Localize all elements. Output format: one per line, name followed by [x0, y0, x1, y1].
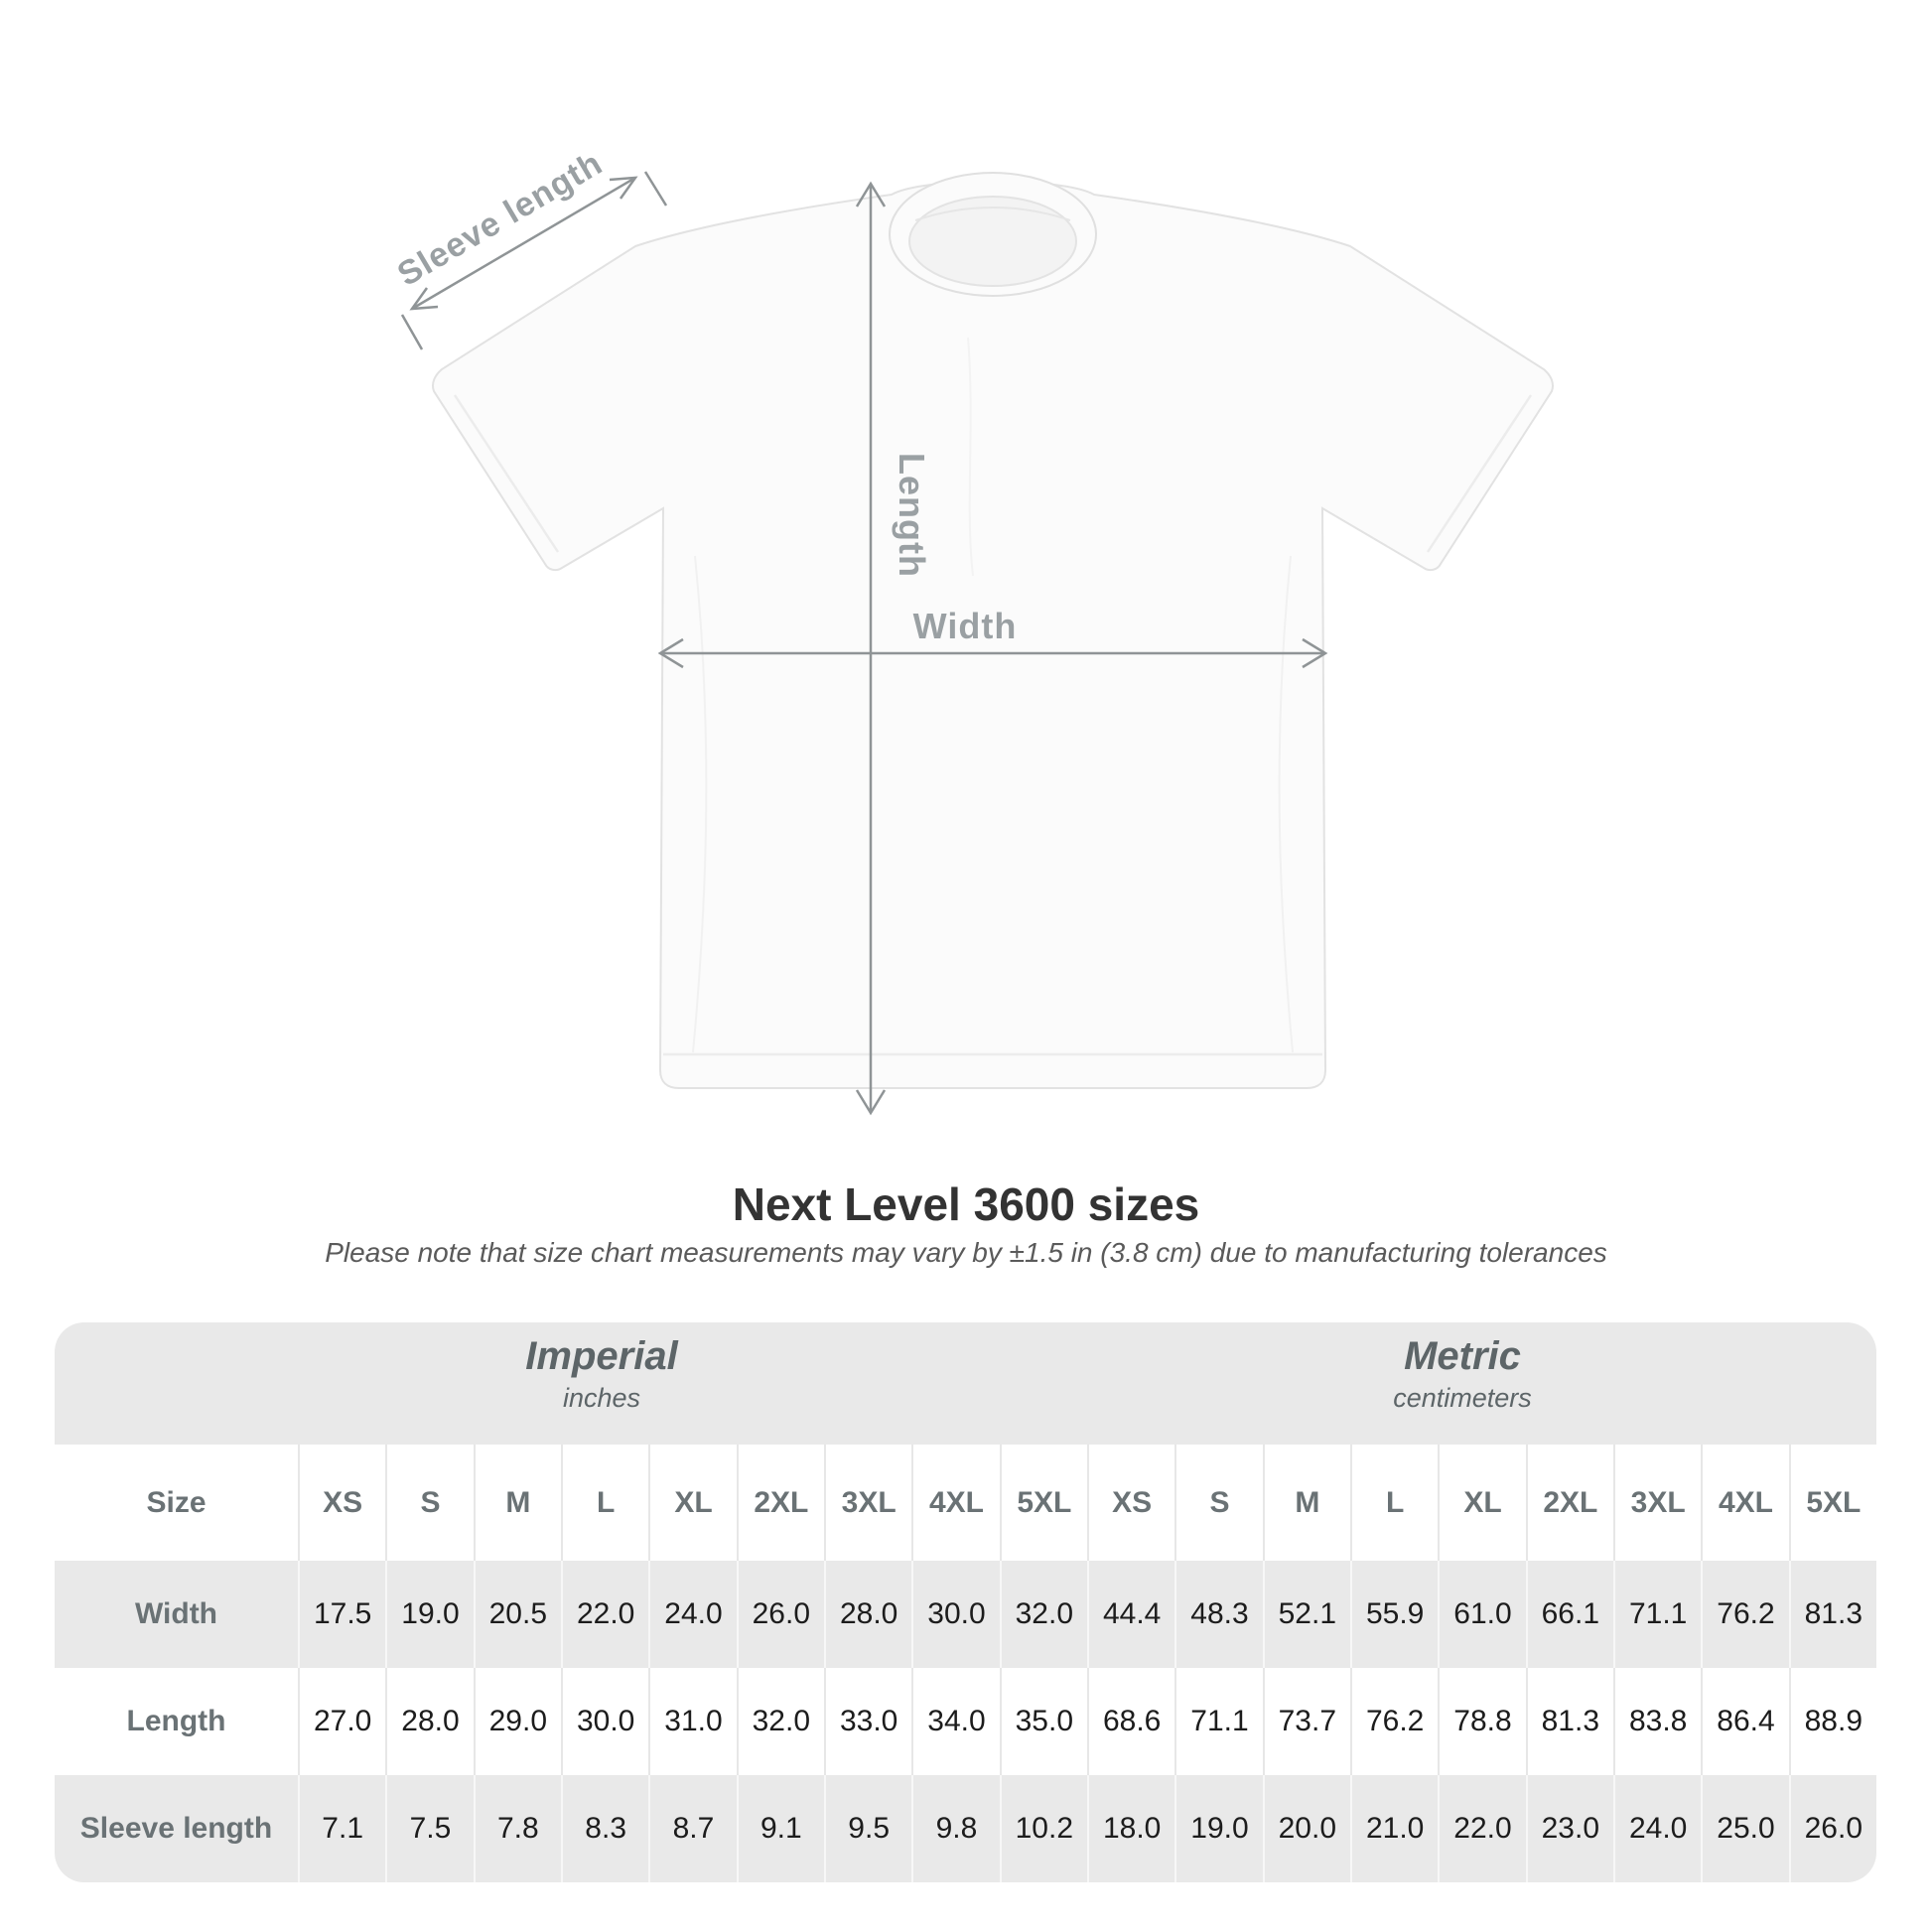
measurement-value: 61.0: [1438, 1561, 1525, 1668]
metric-unit-label: centimeters: [1393, 1383, 1532, 1413]
page-title: Next Level 3600 sizes: [732, 1178, 1200, 1230]
measurement-value: 81.3: [1789, 1561, 1876, 1668]
measurement-value: 26.0: [737, 1561, 824, 1668]
measurement-value: 9.1: [737, 1775, 824, 1882]
measurement-row: [55, 1668, 1876, 1775]
measurement-value: 78.8: [1438, 1668, 1525, 1775]
size-column-header: 4XL: [1701, 1445, 1788, 1561]
measurement-value: 7.8: [474, 1775, 561, 1882]
measurement-value: 48.3: [1174, 1561, 1262, 1668]
measurement-value: 25.0: [1701, 1775, 1788, 1882]
measurement-value: 30.0: [561, 1668, 648, 1775]
measurement-value: 68.6: [1087, 1668, 1174, 1775]
measurement-row: [55, 1775, 1876, 1882]
measurement-value: 66.1: [1526, 1561, 1613, 1668]
sleeve-length-label: Sleeve length: [391, 144, 610, 294]
measurement-value: 34.0: [911, 1668, 999, 1775]
measurement-value: 28.0: [824, 1561, 911, 1668]
size-column-header: 2XL: [737, 1445, 824, 1561]
size-column-header: 5XL: [1789, 1445, 1876, 1561]
measurement-value: 76.2: [1701, 1561, 1788, 1668]
measurement-value: 86.4: [1701, 1668, 1788, 1775]
measurement-value: 10.2: [1000, 1775, 1087, 1882]
size-column-header: L: [1350, 1445, 1438, 1561]
measurement-value: 29.0: [474, 1668, 561, 1775]
measurement-value: 19.0: [1174, 1775, 1262, 1882]
measurement-value: 33.0: [824, 1668, 911, 1775]
page-subtitle: Please note that size chart measurements may vary by ±1.5 in (3.8 cm) due to manufacturing tolerances: [325, 1237, 1607, 1268]
width-label: Width: [912, 606, 1018, 646]
size-column-header: XS: [298, 1445, 385, 1561]
size-header-label: Size: [146, 1485, 207, 1519]
size-column-header: XL: [1438, 1445, 1525, 1561]
measurement-value: 32.0: [1000, 1561, 1087, 1668]
unit-header-row: [55, 1322, 1876, 1445]
metric-label: Metric: [1404, 1334, 1521, 1378]
measurement-value: 35.0: [1000, 1668, 1087, 1775]
measurement-value: 32.0: [737, 1668, 824, 1775]
size-column-header: 2XL: [1526, 1445, 1613, 1561]
measurement-value: 24.0: [1613, 1775, 1701, 1882]
measurement-value: 28.0: [385, 1668, 473, 1775]
measurement-value: 81.3: [1526, 1668, 1613, 1775]
measurement-value: 71.1: [1613, 1561, 1701, 1668]
measurement-value: 26.0: [1789, 1775, 1876, 1882]
imperial-unit-label: inches: [562, 1383, 641, 1413]
measurement-value: 8.7: [648, 1775, 736, 1882]
size-column-header: 5XL: [1000, 1445, 1087, 1561]
measurement-value: 31.0: [648, 1668, 736, 1775]
measurement-value: 7.5: [385, 1775, 473, 1882]
size-column-header: M: [1263, 1445, 1350, 1561]
measurement-value: 76.2: [1350, 1668, 1438, 1775]
measurement-value: 55.9: [1350, 1561, 1438, 1668]
size-column-header: L: [561, 1445, 648, 1561]
measurement-value: 27.0: [298, 1668, 385, 1775]
measurement-value: 7.1: [298, 1775, 385, 1882]
row-label-sleeve-length: Sleeve length: [79, 1812, 273, 1845]
size-header-row: [55, 1445, 1876, 1561]
measurement-value: 44.4: [1087, 1561, 1174, 1668]
imperial-label: Imperial: [525, 1334, 678, 1378]
size-column-header: M: [474, 1445, 561, 1561]
measurement-value: 20.0: [1263, 1775, 1350, 1882]
measurement-value: 9.5: [824, 1775, 911, 1882]
length-arrow: [857, 184, 885, 1113]
measurement-value: 52.1: [1263, 1561, 1350, 1668]
measurement-row: [55, 1561, 1876, 1668]
measurement-value: 23.0: [1526, 1775, 1613, 1882]
measurement-value: 71.1: [1174, 1668, 1262, 1775]
measurement-value: 88.9: [1789, 1668, 1876, 1775]
measurement-value: 73.7: [1263, 1668, 1350, 1775]
measurement-value: 20.5: [474, 1561, 561, 1668]
imperial-unit-header: [525, 1332, 677, 1416]
measurement-value: 8.3: [561, 1775, 648, 1882]
row-label-width: Width: [134, 1597, 218, 1630]
size-column-header: S: [385, 1445, 473, 1561]
size-column-header: XS: [1087, 1445, 1174, 1561]
measurement-value: 30.0: [911, 1561, 999, 1668]
size-column-header: 3XL: [1613, 1445, 1701, 1561]
row-label-length: Length: [126, 1705, 226, 1737]
measurement-value: 22.0: [1438, 1775, 1525, 1882]
metric-unit-header: [1393, 1332, 1532, 1416]
measurement-value: 24.0: [648, 1561, 736, 1668]
size-column-header: 4XL: [911, 1445, 999, 1561]
size-column-header: 3XL: [824, 1445, 911, 1561]
measurement-value: 19.0: [385, 1561, 473, 1668]
measurement-value: 22.0: [561, 1561, 648, 1668]
measurement-value: 17.5: [298, 1561, 385, 1668]
measurement-value: 21.0: [1350, 1775, 1438, 1882]
size-column-header: S: [1174, 1445, 1262, 1561]
size-table: [55, 1322, 1876, 1882]
length-label: Length: [892, 453, 932, 578]
size-column-header: XL: [648, 1445, 736, 1561]
measurement-value: 9.8: [911, 1775, 999, 1882]
measurement-value: 18.0: [1087, 1775, 1174, 1882]
measurement-value: 83.8: [1613, 1668, 1701, 1775]
